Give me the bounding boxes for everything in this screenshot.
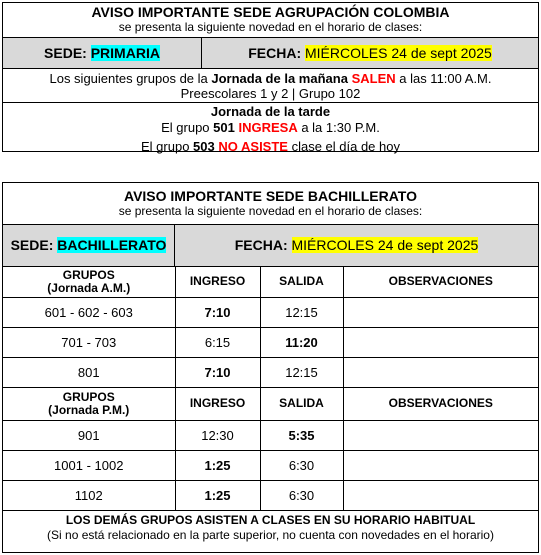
notice1-line2: Preescolares 1 y 2 | Grupo 102 <box>180 86 361 101</box>
ingreso-cell: 1:25 <box>175 450 260 480</box>
notice2-sede-fecha-row <box>3 225 538 267</box>
notice2-fecha-label: FECHA: <box>234 237 288 253</box>
observaciones-cell <box>343 420 538 450</box>
notice2-subtitle: se presenta la siguiente novedad en el horario de clases: <box>118 204 423 218</box>
header-ingreso-am: INGRESO <box>175 267 260 297</box>
notice1-fecha-value: MIÉRCOLES 24 de sept 2025 <box>305 45 492 61</box>
grupo-cell: 1102 <box>3 480 175 510</box>
table-header-pm <box>3 387 538 420</box>
notice1-group-503: 503 <box>193 139 215 154</box>
observaciones-cell <box>343 357 538 387</box>
observaciones-cell <box>343 450 538 480</box>
notice1-line1-text: Los siguientes grupos de la <box>49 71 212 86</box>
grupo-cell: 701 - 703 <box>3 327 175 357</box>
notice-primaria <box>2 2 539 152</box>
notice2-footer-main: LOS DEMÁS GRUPOS ASISTEN A CLASES EN SU HORARIO HABITUAL <box>65 512 476 527</box>
notice1-sede-fecha-row <box>3 38 538 69</box>
table-row <box>3 327 538 357</box>
notice2-fecha-value: MIÉRCOLES 24 de sept 2025 <box>291 237 479 253</box>
notice1-subtitle: se presenta la siguiente novedad en el horario de clases: <box>118 20 423 34</box>
notice1-morning-info <box>3 69 538 103</box>
header-observaciones-pm: OBSERVACIONES <box>343 387 538 420</box>
grupo-cell: 901 <box>3 420 175 450</box>
notice2-sede-label: SEDE: <box>10 237 54 253</box>
notice1-line4-tail: clase el día de hoy <box>287 139 400 154</box>
notice1-header <box>3 3 538 38</box>
observaciones-cell <box>343 480 538 510</box>
schedule-table <box>3 267 538 511</box>
notice1-sede-label: SEDE: <box>44 45 87 61</box>
table-row <box>3 420 538 450</box>
notice1-sede-value: PRIMARIA <box>90 45 160 61</box>
table-row <box>3 480 538 510</box>
notice1-fecha-label: FECHA: <box>248 45 302 61</box>
grupo-cell: 1001 - 1002 <box>3 450 175 480</box>
table-row <box>3 297 538 327</box>
notice1-line4-text: El grupo <box>141 139 194 154</box>
ingreso-cell: 1:25 <box>175 480 260 510</box>
salida-cell: 6:30 <box>260 450 343 480</box>
ingreso-cell: 6:15 <box>175 327 260 357</box>
notice2-footer-note: (Si no está relacionado en la parte superior, no cuenta con novedades en el horario) <box>47 527 494 542</box>
notice1-jornada-manana: Jornada de la mañana <box>211 71 348 86</box>
notice-bachillerato <box>2 182 539 553</box>
grupo-cell: 601 - 602 - 603 <box>3 297 175 327</box>
header-salida-am: SALIDA <box>260 267 343 297</box>
notice1-afternoon-info <box>3 103 538 155</box>
notice1-title: AVISO IMPORTANTE SEDE AGRUPACIÓN COLOMBIA <box>91 4 450 20</box>
header-ingreso-pm: INGRESO <box>175 387 260 420</box>
notice2-header <box>3 183 538 225</box>
notice1-salen: SALEN <box>351 71 396 86</box>
header-salida-pm: SALIDA <box>260 387 343 420</box>
salida-cell: 11:20 <box>260 327 343 357</box>
notice1-line4 <box>3 139 538 155</box>
salida-cell: 6:30 <box>260 480 343 510</box>
notice2-footer <box>3 511 538 543</box>
header-grupos-am: GRUPOS (Jornada A.M.) <box>3 267 175 297</box>
salida-cell: 12:15 <box>260 297 343 327</box>
notice1-line3-time: a la 1:30 P.M. <box>297 120 380 135</box>
observaciones-cell <box>343 297 538 327</box>
salida-cell: 12:15 <box>260 357 343 387</box>
notice1-ingresa: INGRESA <box>238 120 298 135</box>
header-observaciones-am: OBSERVACIONES <box>343 267 538 297</box>
table-row <box>3 357 538 387</box>
observaciones-cell <box>343 327 538 357</box>
notice1-line3 <box>3 120 538 136</box>
ingreso-cell: 12:30 <box>175 420 260 450</box>
table-header-am <box>3 267 538 297</box>
ingreso-cell: 7:10 <box>175 297 260 327</box>
header-grupos-pm: GRUPOS (Jornada P.M.) <box>3 387 175 420</box>
notice1-line1-time: a las 11:00 A.M. <box>395 71 492 86</box>
notice1-afternoon-title: Jornada de la tarde <box>210 104 331 119</box>
notice1-line1 <box>3 71 538 86</box>
notice1-group-501: 501 <box>213 120 235 135</box>
table-row <box>3 450 538 480</box>
ingreso-cell: 7:10 <box>175 357 260 387</box>
notice1-no-asiste: NO ASISTE <box>218 139 288 154</box>
salida-cell: 5:35 <box>260 420 343 450</box>
notice2-title: AVISO IMPORTANTE SEDE BACHILLERATO <box>124 188 417 204</box>
notice2-sede-value: BACHILLERATO <box>57 237 167 253</box>
grupo-cell: 801 <box>3 357 175 387</box>
notice1-line3-text: El grupo <box>161 120 214 135</box>
